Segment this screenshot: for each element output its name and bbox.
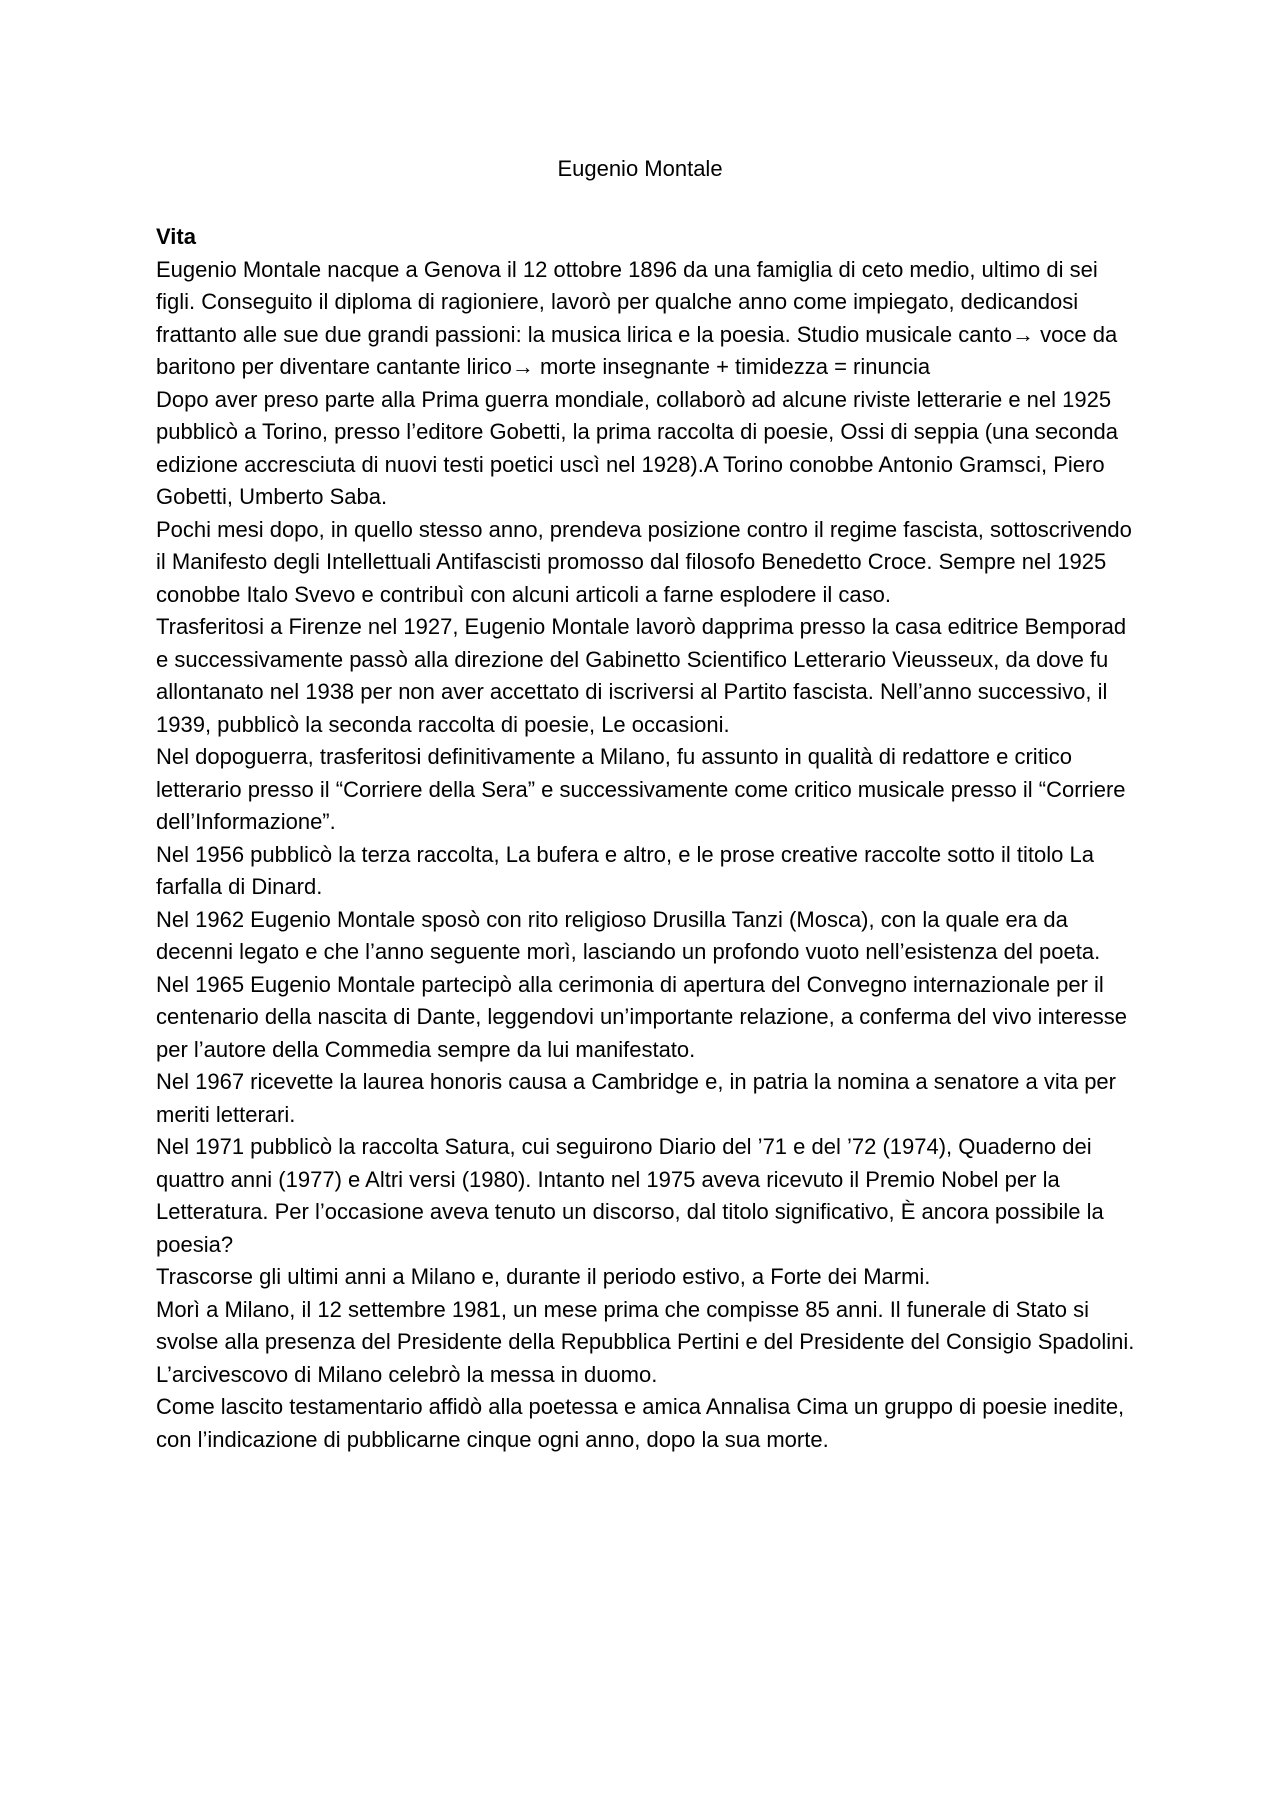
paragraph-marriage: Nel 1962 Eugenio Montale sposò con rito religioso Drusilla Tanzi (Mosca), con la quale era da decenni legato e che l’anno seguente morì, lasciando un profondo vuoto nell’esistenza del poeta. xyxy=(156,906,1101,964)
paragraph-legacy: Come lascito testamentario affidò alla poetessa e amica Annalisa Cima un gruppo di poesie inedite, con l’indicazione di pubblicarne cinque ogni anno, dopo la sua morte. xyxy=(156,1394,1125,1452)
paragraph-early-life: Eugenio Montale nacque a Genova il 12 ottobre 1896 da una famiglia di ceto medio, ultimo di sei figli. Conseguito il diploma di ragioniere, lavorò per qualche anno come impiegato, dedicandosi frattanto alle sue due grandi passioni: la musica lirica e la poesia. Studio musicale canto→ voce da baritono per diventare cantante lirico→ morte insegnante + timidezza = rinuncia xyxy=(156,256,1118,379)
document-title: Eugenio Montale xyxy=(557,156,723,181)
paragraph-bufera: Nel 1956 pubblicò la terza raccolta, La bufera e altro, e le prose creative raccolte sotto il titolo La farfalla di Dinard. xyxy=(156,841,1094,899)
document-body xyxy=(156,221,1136,1456)
paragraph-milano: Nel dopoguerra, trasferitosi definitivamente a Milano, fu assunto in qualità di redattore e critico letterario presso il “Corriere della Sera” e successivamente come critico musicale presso il “Corriere dell’Informazione”. xyxy=(156,744,1126,834)
paragraph-antifascism: Pochi mesi dopo, in quello stesso anno, prendeva posizione contro il regime fascista, sottoscrivendo il Manifesto degli Intellettuali Antifascisti promosso dal filosofo Benedetto Croce. Sempre nel 1925 conobbe Italo Svevo e contribuì con alcuni articoli a farne esplodere il caso. xyxy=(156,516,1132,607)
paragraph-firenze: Trasferitosi a Firenze nel 1927, Eugenio Montale lavorò dapprima presso la casa editrice Bemporad e successivamente passò alla direzione del Gabinetto Scientifico Letterario Vieusseux, da dove fu allontanato nel 1938 per non aver accettato di iscriversi al Partito fascista. Nell’anno successivo, il 1939, pubblicò la seconda raccolta di poesie, Le occasioni. xyxy=(156,614,1127,737)
paragraph-dante: Nel 1965 Eugenio Montale partecipò alla cerimonia di apertura del Convegno internazionale per il centenario della nascita di Dante, leggendovi un’importante relazione, a conferma del vivo interesse per l’autore della Commedia sempre da lui manifestato. xyxy=(156,971,1128,1062)
paragraph-satura-nobel: Nel 1971 pubblicò la raccolta Satura, cui seguirono Diario del ’71 e del ’72 (1974), Quaderno dei quattro anni (1977) e Altri versi (1980). Intanto nel 1975 aveva ricevuto il Premio Nobel per la Letteratura. Per l’occasione aveva tenuto un discorso, dal titolo significativo, È ancora possibile la poesia? xyxy=(156,1134,1104,1257)
paragraph-cambridge: Nel 1967 ricevette la laurea honoris causa a Cambridge e, in patria la nomina a senatore a vita per meriti letterari. xyxy=(156,1069,1116,1127)
paragraph-death: Morì a Milano, il 12 settembre 1981, un mese prima che compisse 85 anni. Il funerale di Stato si svolse alla presenza del Presidente della Repubblica Pertini e del Presidente del Consigio Spadolini. L’arcivescovo di Milano celebrò la messa in duomo. xyxy=(156,1296,1135,1387)
paragraph-ossi-di-seppia: Dopo aver preso parte alla Prima guerra mondiale, collaborò ad alcune riviste letterarie e nel 1925 pubblicò a Torino, presso l’editore Gobetti, la prima raccolta di poesie, Ossi di seppia (una seconda edizione accresciuta di nuovi testi poetici uscì nel 1928).A Torino conobbe Antonio Gramsci, Piero Gobetti, Umberto Saba. xyxy=(156,386,1119,509)
paragraph-last-years: Trascorse gli ultimi anni a Milano e, durante il periodo estivo, a Forte dei Marmi. xyxy=(156,1264,931,1289)
section-heading: Vita xyxy=(156,224,196,249)
